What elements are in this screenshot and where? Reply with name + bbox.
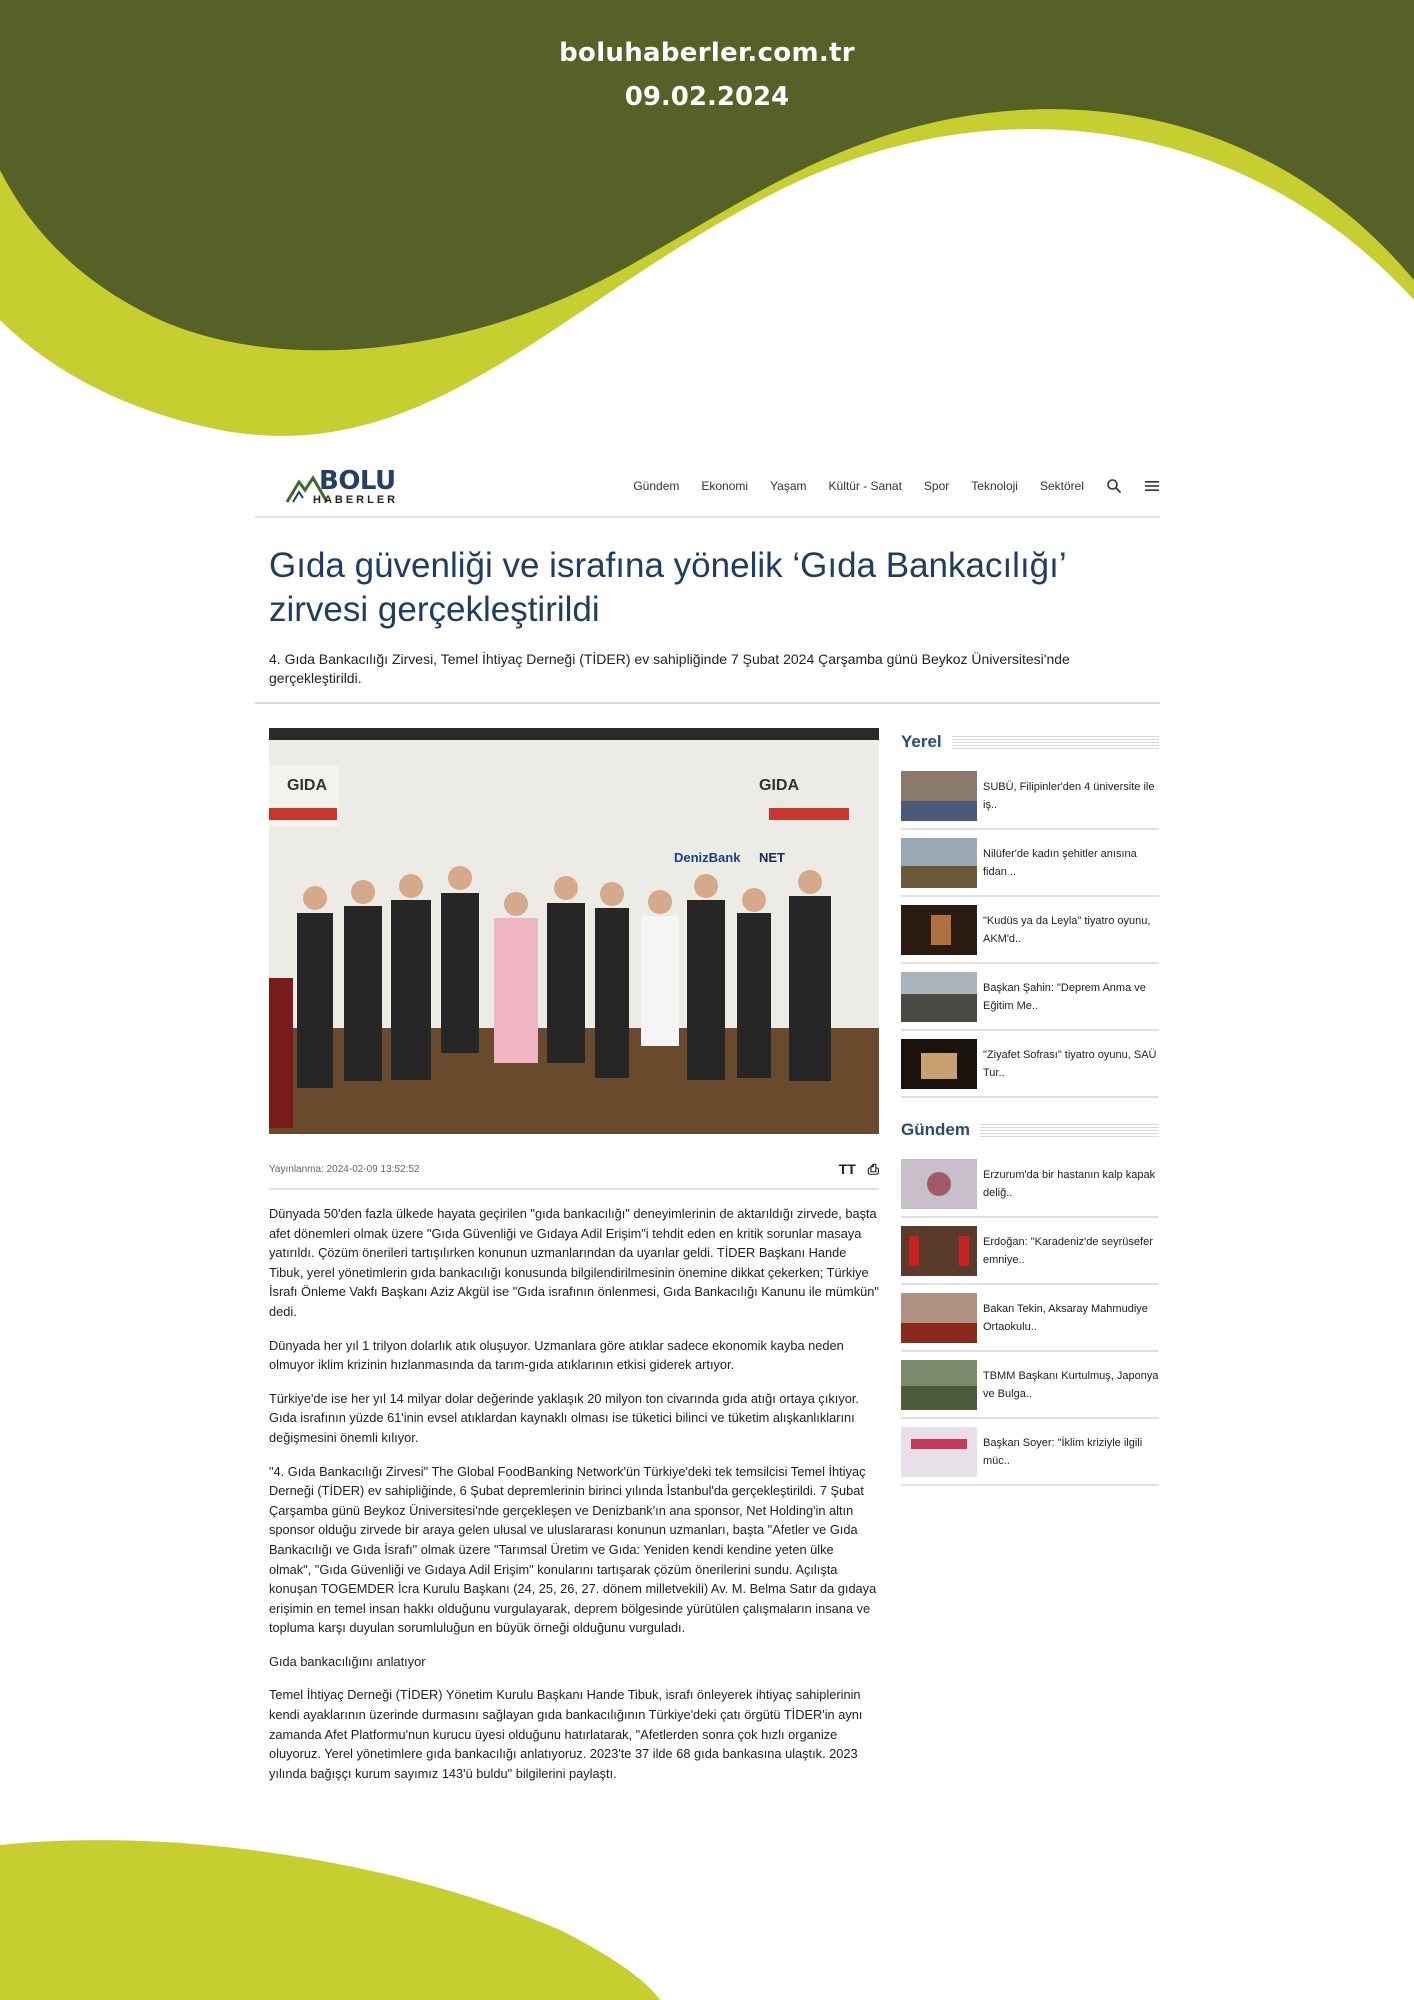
publish-date: Yayınlanma: 2024-02-09 13:52:52: [269, 1164, 420, 1175]
site-logo[interactable]: [285, 466, 485, 506]
news-page: [255, 460, 1160, 1783]
svg-text:GIDA: GIDA: [287, 777, 327, 794]
news-thumbnail: [901, 1360, 977, 1410]
divider: [255, 702, 1160, 704]
section-title: Gündem: [901, 1120, 970, 1139]
bottom-lime-wave: [0, 1840, 660, 2000]
logo-text-top: BOLU: [319, 466, 396, 496]
clipping-source: boluhaberler.com.tr: [559, 38, 855, 68]
svg-text:GIDA: GIDA: [759, 777, 799, 794]
news-thumbnail: [901, 771, 977, 821]
menu-item-spor[interactable]: Spor: [923, 479, 950, 493]
news-thumbnail: [901, 1226, 977, 1276]
news-title: Bakan Tekin, Aksaray Mahmudiye Ortaokulu..: [983, 1303, 1148, 1333]
section-title: Yerel: [901, 732, 942, 751]
clipping-date: 09.02.2024: [624, 82, 790, 112]
news-title: "Ziyafet Sofrası" tiyatro oyunu, SAÜ Tur..: [983, 1049, 1157, 1079]
news-thumbnail: [901, 1039, 977, 1089]
menu-item-ekonomi[interactable]: Ekonomi: [701, 479, 749, 493]
sidebar-section-gundem: [901, 1120, 1159, 1140]
sidebar-news-item[interactable]: [901, 1353, 1159, 1419]
main-menu: [633, 478, 1160, 494]
article-body: [269, 1204, 879, 1783]
article-paragraph: "4. Gıda Bankacılığı Zirvesi" The Global FoodBanking Network'ün Türkiye'deki tek temsilcisi Temel İhtiyaç Derneği (TİDER) ev sahipliğinde, 6 Şubat depremlerinin birinci yılında İstanbul'da gerçekleştirildi. 7 Şubat Çarşamba günü Beykoz Üniversitesi'nde gerçekleşen ve Denizbank'ın ana sponsor, Net Holding'in altın sponsor olduğu zirvede bir araya gelen ulusal ve uluslararası konunun uzmanları, başta "Afetler ve Gıda Bankacılığı ve Gıda İsrafı" olmak üzere "Tarımsal Üretim ve Gıda: Yeniden kendi kendine yeten ülke olmak", "Gıda Güvenliği ve Gıdaya Adil Erişim" konularını tartışarak çözüm önerilerini sundu. Açılışta konuşan TOGEMDER İcra Kurulu Başkanı (24, 25, 26, 27. dönem milletvekili) Av. M. Belma Satır da gıdaya erişimin en temel insan hakkı olduğunu vurgulayarak, deprem bölgesinde yürütülen çalışmaların insana ve topluma karşı duyulan sorumluluğun en büyük örneği olduğunu vurguladı.: [269, 1463, 877, 1636]
sidebar-section-yerel: [901, 732, 1159, 752]
news-title: Başkan Şahin: "Deprem Anma ve Eğitim Me..: [983, 982, 1146, 1012]
clipping-header: [0, 0, 1414, 112]
article-column: [269, 728, 879, 1783]
sidebar-news-item[interactable]: [901, 965, 1159, 1031]
search-icon[interactable]: [1106, 478, 1122, 494]
news-title: SUBÜ, Filipinler'den 4 üniversite ile iş..: [983, 781, 1155, 811]
news-title: "Kudüs ya da Leyla" tiyatro oyunu, AKM'd..: [983, 915, 1151, 945]
hamburger-menu-icon[interactable]: [1144, 478, 1160, 494]
sidebar-news-item[interactable]: [901, 1420, 1159, 1486]
news-thumbnail: [901, 1159, 977, 1209]
article-meta: [269, 1161, 879, 1190]
article-photo[interactable]: [269, 728, 879, 1134]
article-summary: 4. Gıda Bankacılığı Zirvesi, Temel İhtiyaç Derneği (TİDER) ev sahipliğinde 7 Şubat 2024 Çarşamba günü Beykoz Üniversitesi'nde gerçekleştirildi.: [269, 651, 1070, 686]
article-paragraph: Dünyada her yıl 1 trilyon dolarlık atık oluşuyor. Uzmanlara göre atıklar sadece ekonomik kayba neden olmuyor iklim krizinin hızlanmasında da tarım-gıda atıklarının etkisi giderek artıyor.: [269, 1337, 844, 1373]
news-title: Başkan Soyer: "İklim kriziyle ilgili müc..: [983, 1437, 1143, 1467]
article-paragraph: Türkiye'de ise her yıl 14 milyar dolar değerinde yaklaşık 20 milyon ton civarında gıda atığı ortaya çıkıyor. Gıda israfının yüzde 61'inin evsel atıklardan kaynaklı olması ise tüketici bilinci ve tüketim alışkanlıklarını değişmesini önemli kılıyor.: [269, 1390, 859, 1445]
svg-text:NET: NET: [759, 850, 785, 865]
menu-item-gundem[interactable]: Gündem: [633, 479, 680, 493]
sidebar: [901, 728, 1159, 1783]
news-thumbnail: [901, 905, 977, 955]
article-title: Gıda güvenliği ve israfına yönelik ‘Gıda Bankacılığı’ zirvesi gerçekleştirildi: [269, 546, 1066, 629]
title-stripes: [980, 1123, 1159, 1137]
svg-text:DenizBank: DenizBank: [674, 850, 741, 865]
article-subheading: Gıda bankacılığını anlatıyor: [269, 1653, 426, 1669]
sidebar-news-item[interactable]: [901, 1219, 1159, 1285]
sidebar-news-item[interactable]: [901, 1032, 1159, 1098]
menu-item-kultur-sanat[interactable]: Kültür - Sanat: [828, 479, 902, 493]
news-thumbnail: [901, 972, 977, 1022]
font-size-icon[interactable]: TT: [838, 1161, 856, 1177]
sidebar-news-item[interactable]: [901, 898, 1159, 964]
news-title: Erdoğan: "Karadeniz'de seyrüsefer emniye..: [983, 1236, 1153, 1266]
site-header: [255, 460, 1160, 518]
news-title: Nilüfer'de kadın şehitler anısına fidan ..: [983, 848, 1137, 878]
print-icon[interactable]: ⎙: [867, 1161, 879, 1177]
news-title: TBMM Başkanı Kurtulmuş, Japonya ve Bulga..: [983, 1370, 1159, 1400]
article-paragraph: Dünyada 50'den fazla ülkede hayata geçirilen "gıda bankacılığı" deneyimlerinin de aktarıldığı zirvede, başta afet dönemleri olmak üzere "Gıda Güvenliği ve Gıdaya Adil Erişim"i tehdit eden en kritik sorunlar masaya yatırıldı. Çözüm önerileri tartışılırken konunun uzmanlarından da uyarılar geldi. TİDER Başkanı Hande Tibuk, yerel yönetimlerin gıda bankacılığı konusunda bilgilendirilmesinin önemine dikkat çekerken; Türkiye İsrafı Önleme Vakfı Başkanı Aziz Akgül ise "Gıda israfının önlenmesi, Gıda Bankacılığı Kanunu ile mümkün" dedi.: [269, 1206, 879, 1319]
menu-item-yasam[interactable]: Yaşam: [770, 479, 807, 493]
sidebar-news-item[interactable]: [901, 1152, 1159, 1218]
news-thumbnail: [901, 838, 977, 888]
logo-text-bottom: HABERLER: [313, 494, 399, 506]
news-thumbnail: [901, 1293, 977, 1343]
sidebar-news-item[interactable]: [901, 764, 1159, 830]
sidebar-news-item[interactable]: [901, 1286, 1159, 1352]
news-title: Erzurum'da bir hastanın kalp kapak deliğ..: [983, 1169, 1156, 1199]
title-stripes: [952, 735, 1159, 749]
article-paragraph: Temel İhtiyaç Derneği (TİDER) Yönetim Kurulu Başkanı Hande Tibuk, israfı önleyerek ihtiyaç sahiplerinin kendi ayaklarının üzerinde durmasını sağlayan gıda bankacılığının Türkiye'deki çatı örgütü TİDER'in aynı zamanda Afet Platformu'nun kurucu üyesi olduğunu hatırlatarak, "Afetlerden sonra çok hızlı organize oluyoruz. Yerel yönetimlere gıda bankacılığı anlatıyoruz. 2023'te 37 ilde 68 gıda bankasına ulaştık. 2023 yılında bağışçı kurum sayımız 143'ü buldu" bilgilerini paylaştı.: [269, 1687, 863, 1781]
sidebar-news-item[interactable]: [901, 831, 1159, 897]
menu-item-sektorel[interactable]: Sektörel: [1039, 479, 1084, 493]
menu-item-teknoloji[interactable]: Teknoloji: [971, 479, 1018, 493]
news-thumbnail: [901, 1427, 977, 1477]
